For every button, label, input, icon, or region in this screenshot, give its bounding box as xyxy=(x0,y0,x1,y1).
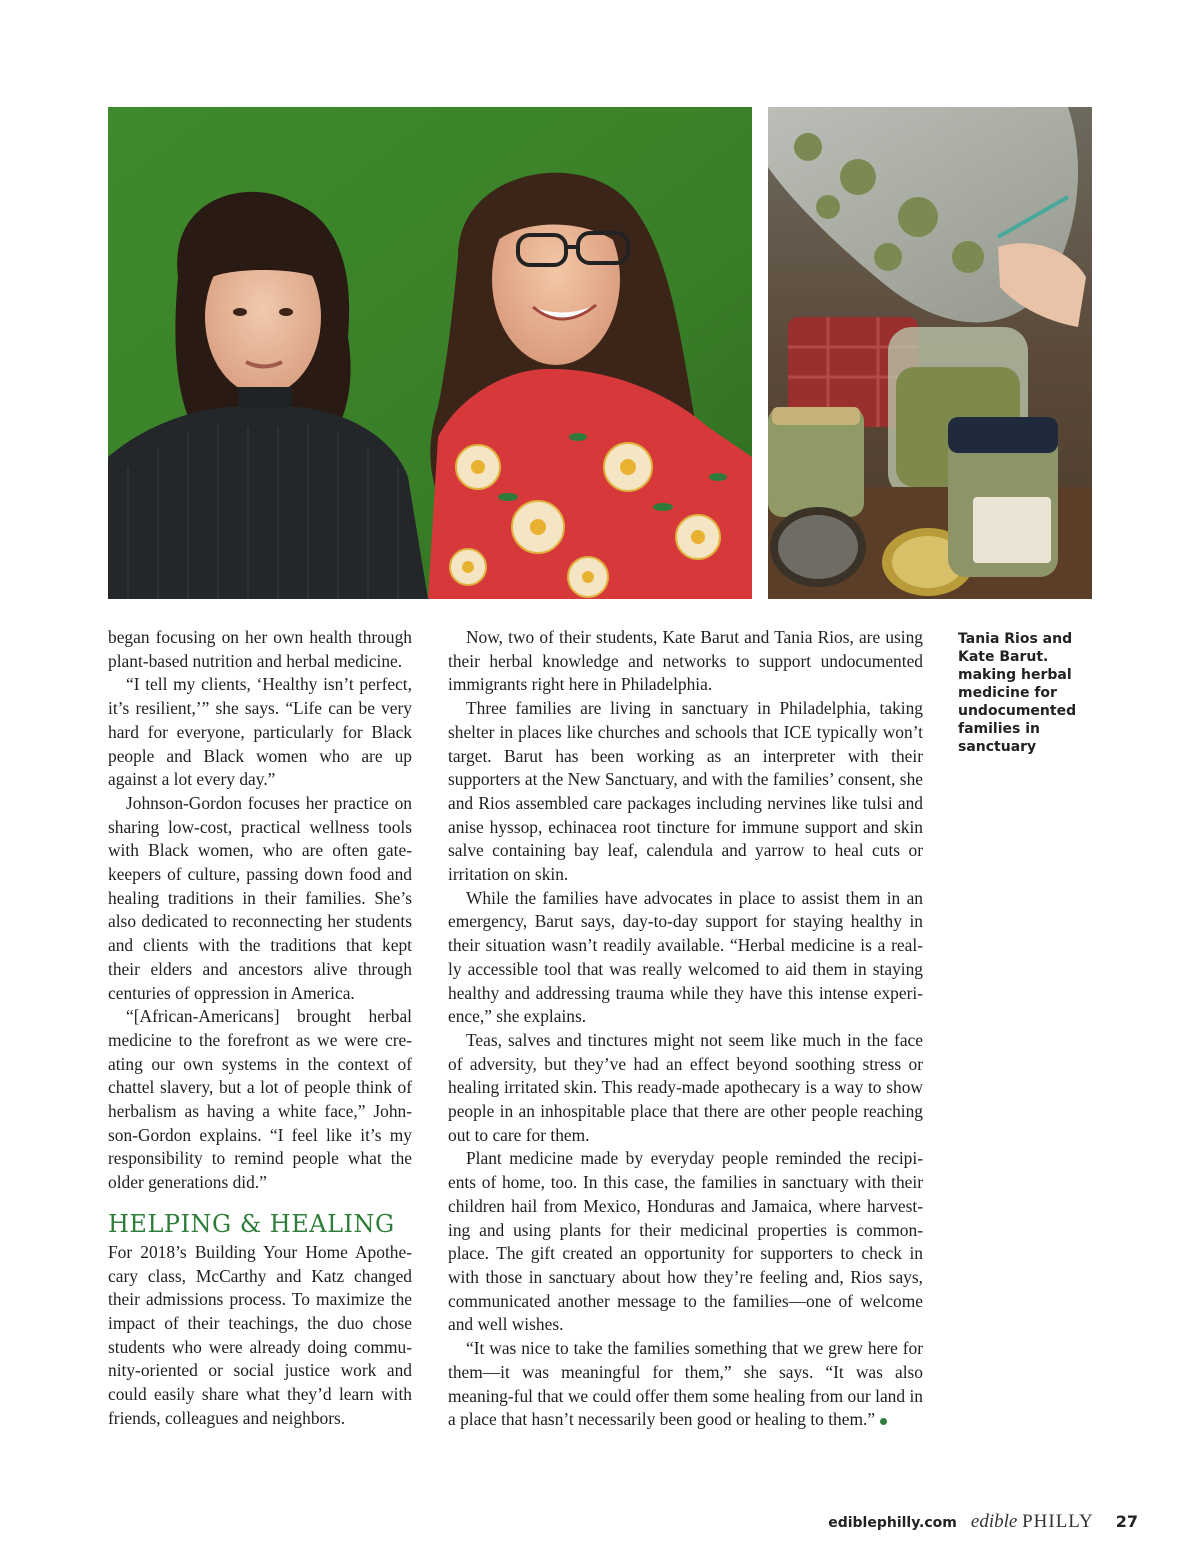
herbs-photo xyxy=(768,107,1092,599)
left-column xyxy=(108,626,412,1431)
left-paragraph-2: “I tell my clients, ‘Healthy isn’t perfect, it’s resilient,’” she says. “Life can be very hard for everyone, particularly for Black people and Black women who are up against a lot every day.” xyxy=(108,674,412,790)
end-mark-icon xyxy=(880,1418,887,1425)
middle-paragraph-1: Now, two of their students, Kate Barut and Tania Rios, are using their herbal knowledge and networks to support undocumented immigrants right here in Philadelphia. xyxy=(448,627,923,695)
left-paragraph-3: Johnson-Gordon focuses her practice on sharing low-cost, practical wellness tools with Black women, who are often gate-keepers of culture, passing down food and healing traditions in their families. She’s also dedicated to reconnecting her students and clients with the traditions that kept their elders and ancestors alive through centuries of oppression in America. xyxy=(108,792,412,1003)
footer-brand-edible: edible xyxy=(970,1511,1018,1532)
portrait-photo xyxy=(108,107,752,599)
section-heading: HELPING & HEALING xyxy=(108,1209,395,1238)
middle-paragraph-2: Three families are living in sanctuary in Philadelphia, taking shelter in places like churches and schools that ICE typically won’t target. Barut has been working as an interpreter with their supporters at the New Sanctuary, and with the families’ consent, she and Rios assembled care packages including nervines like tulsi and anise hyssop, echinacea root tincture for immune support and skin salve containing bay leaf, calendula and yarrow to heal cuts or irritation on skin. xyxy=(448,698,923,885)
photo-caption: Tania Rios and Kate Barut. making herbal medicine for undocumented families in sanctuary xyxy=(958,631,1077,755)
middle-column xyxy=(448,626,923,1432)
footer-brand-philly: PHILLY xyxy=(1022,1511,1094,1532)
left-paragraph-5: For 2018’s Building Your Home Apothe-cary class, McCarthy and Katz changed their admissions process. To maximize the impact of their teachings, the duo chose students who were already doing commu-nity-oriented or social justice work and could easily share what they’d learn with friends, colleagues and neighbors. xyxy=(108,1241,412,1428)
middle-paragraph-6 xyxy=(448,1337,923,1432)
page-number: 27 xyxy=(1115,1512,1138,1531)
middle-paragraph-5: Plant medicine made by everyday people reminded the recipi-ents of home, too. In this case, the families in sanctuary with their children hail from Mexico, Honduras and Jamaica, where harvest-ing and using plants for their medicinal properties is common-place. The gift created an opportunity for supporters to check in with those in sanctuary about how they’re feeling and, Rios says, communicated another message to the families—one of welcome and well wishes. xyxy=(448,1148,923,1335)
portrait-photo-illustration xyxy=(108,107,752,599)
footer-brand xyxy=(971,1511,1094,1533)
footer-website[interactable]: ediblephilly.com xyxy=(828,1515,957,1531)
page-footer xyxy=(828,1511,1138,1535)
left-paragraph-1: began focusing on her own health through plant-based nutrition and herbal medicine. xyxy=(108,627,412,671)
left-paragraph-4: “[African-Americans] brought herbal medicine to the forefront as we were cre-ating our own systems in the context of chattel slavery, but a lot of people think of herbalism as having a white face,” John-son-Gordon explains. “I feel like it’s my responsibility to remind people what the older generations did.” xyxy=(108,1006,412,1193)
middle-paragraph-3: While the families have advocates in place to assist them in an emergency, Barut says, day-to-day support for staying healthy in their situation wasn’t readily available. “Herbal medicine is a real-ly accessible tool that was really welcomed to aid them in staying healthy and addressing trauma while they have this intense experi-ence,” she explains. xyxy=(448,887,923,1027)
herbs-photo-illustration xyxy=(768,107,1092,599)
closing-quote-text: “It was nice to take the families something that we grew here for them—it was meaningful for them,” she says. “It was also meaning-ful that we could offer them some healing from our land in a place that hasn’t necessarily been good or healing to them.” xyxy=(448,1338,923,1430)
middle-paragraph-4: Teas, salves and tinctures might not seem like much in the face of adversity, but they’ve had an effect beyond soothing stress or healing irritated skin. This ready-made apothecary is a way to show people in an inhospitable place that there are other people reaching out to care for them. xyxy=(448,1029,923,1145)
